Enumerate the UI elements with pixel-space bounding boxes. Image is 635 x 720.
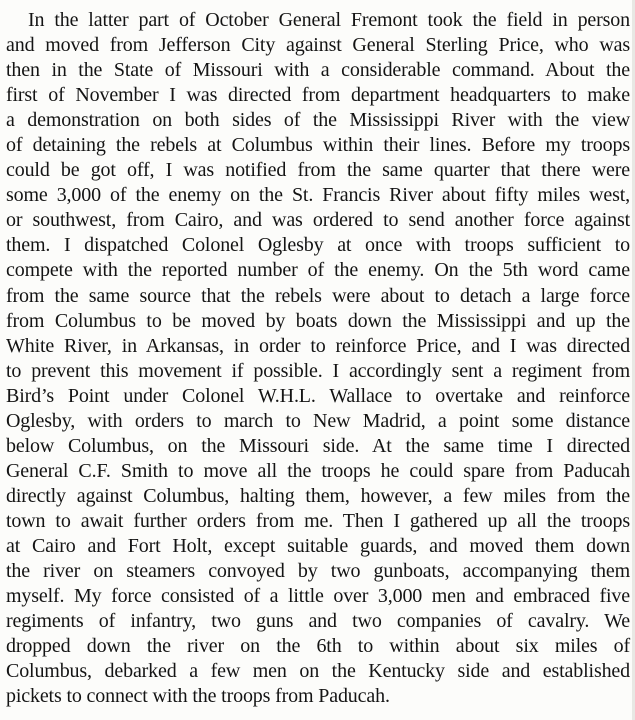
text-line: of detaining the rebels at Columbus within their lines. Before my troops — [6, 134, 630, 157]
text-line: at Cairo and Fort Holt, except suitable guards, and moved them down — [6, 534, 630, 557]
text-line: Bird’s Point under Colonel W.H.L. Wallace to overtake and reinforce — [6, 384, 630, 407]
text-line: Oglesby, with orders to march to New Madrid, a point some distance — [6, 409, 630, 432]
text-line: a demonstration on both sides of the Mississippi River with the view — [6, 109, 630, 132]
text-line: them. I dispatched Colonel Oglesby at once with troops sufficient to — [6, 234, 630, 257]
text-line: myself. My force consisted of a little over 3,000 men and embraced five — [6, 585, 630, 608]
text-line: compete with the reported number of the enemy. On the 5th word came — [6, 259, 630, 282]
text-line: In the latter part of October General Fremont took the field in person — [28, 9, 630, 31]
text-line: the river on steamers convoyed by two gunboats, accompanying them — [6, 560, 630, 583]
text-line: pickets to connect with the troops from Paducah. — [6, 685, 390, 708]
text-line: General C.F. Smith to move all the troops he could spare from Paducah — [6, 459, 630, 482]
paragraph — [6, 8, 630, 709]
text-line: could be got off, I was notified from the same quarter that there were — [6, 159, 630, 182]
text-line: and moved from Jefferson City against General Sterling Price, who was — [6, 34, 630, 57]
text-line: dropped down the river on the 6th to within about six miles of — [6, 635, 630, 658]
text-line: or southwest, from Cairo, and was ordered to send another force against — [6, 209, 630, 232]
text-line: below Columbus, on the Missouri side. At the same time I directed — [6, 434, 630, 457]
text-line: town to await further orders from me. Then I gathered up all the troops — [6, 509, 630, 532]
text-line: to prevent this movement if possible. I accordingly sent a regiment from — [6, 359, 630, 382]
text-line: from Columbus to be moved by boats down the Mississippi and up the — [6, 309, 630, 332]
text-line: regiments of infantry, two guns and two companies of cavalry. We — [6, 610, 630, 633]
text-line: then in the State of Missouri with a considerable command. About the — [6, 59, 630, 82]
text-line: White River, in Arkansas, in order to reinforce Price, and I was directed — [6, 334, 630, 357]
text-line: Columbus, debarked a few men on the Kentucky side and established — [6, 660, 630, 683]
text-line: directly against Columbus, halting them, however, a few miles from the — [6, 484, 630, 507]
text-line: some 3,000 of the enemy on the St. Francis River about fifty miles west, — [6, 184, 630, 207]
text-line: from the same source that the rebels were about to detach a large force — [6, 284, 630, 307]
text-line: first of November I was directed from department headquarters to make — [6, 84, 630, 107]
